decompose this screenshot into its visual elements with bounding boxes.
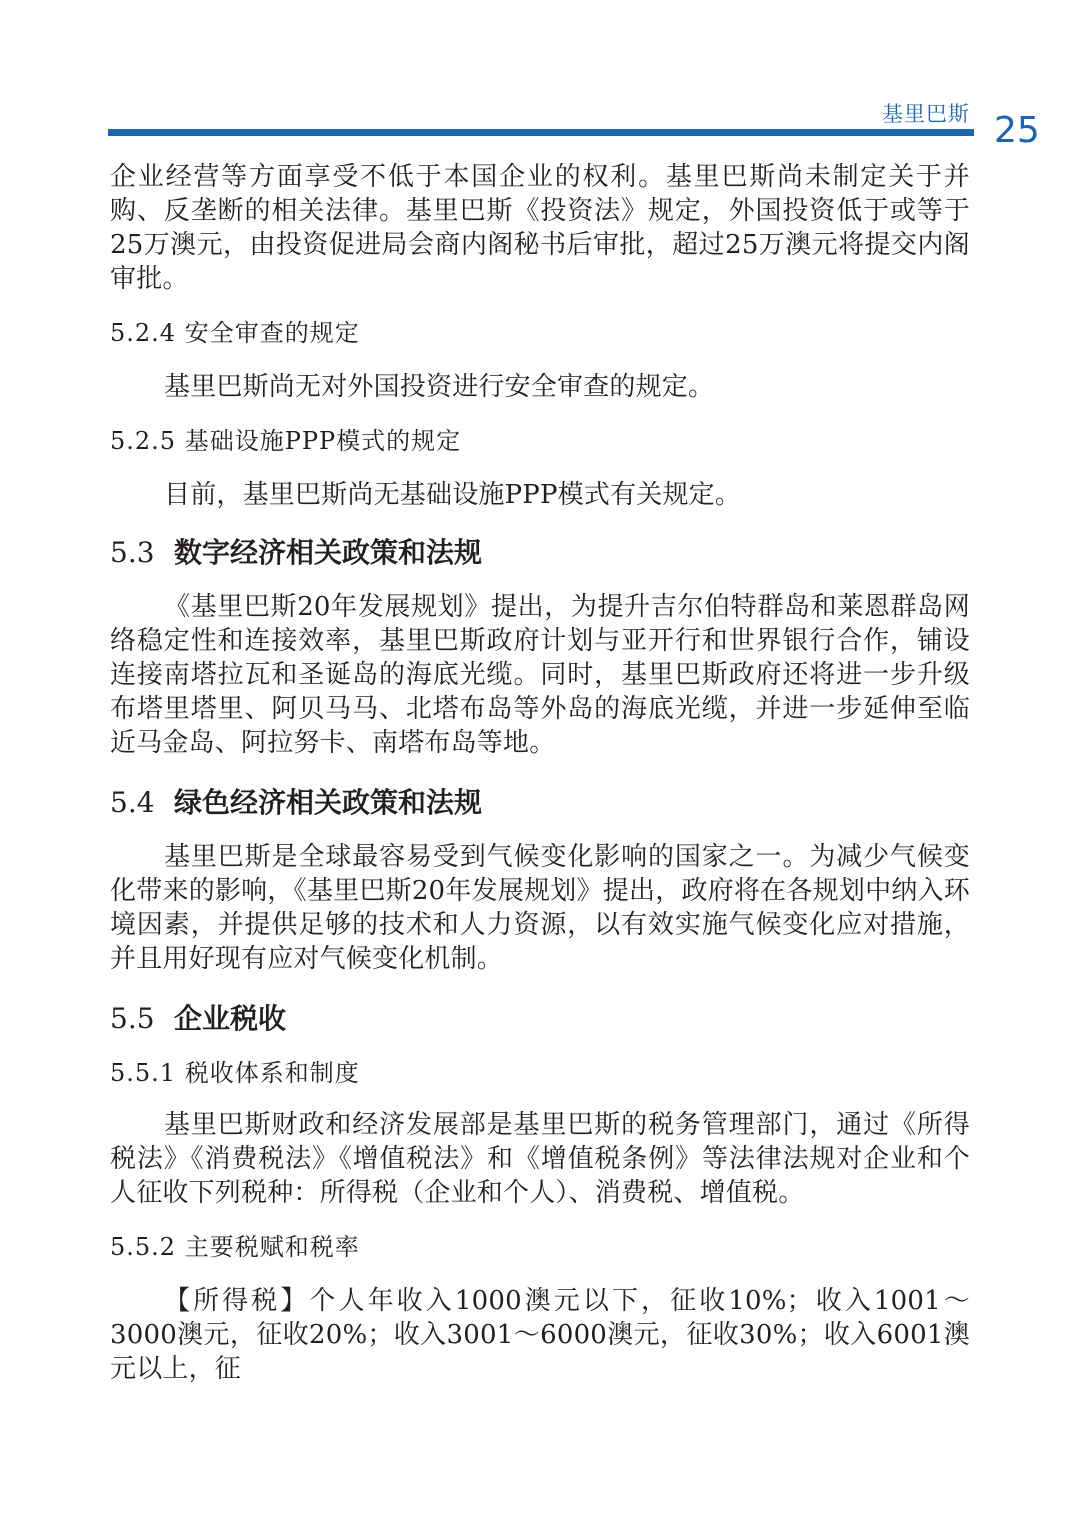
- paragraph-security-review: 基里巴斯尚无对外国投资进行安全审查的规定。: [164, 372, 715, 402]
- header-rule: [108, 129, 974, 136]
- running-header: [108, 96, 974, 140]
- paragraph-green-economy: 基里巴斯是全球最容易受到气候变化影响的国家之一。为减少气候变化带来的影响，《基里巴斯20年发展规划》提出，政府将在各规划中纳入环境因素，并提供足够的技术和人力资源，以有效实施气候变化应对措施，并且用好现有应对气候变化机制。: [110, 842, 970, 974]
- heading-5-5: [110, 1000, 970, 1038]
- paragraph-income-tax: 【所得税】个人年收入1000澳元以下，征收10%；收入1001～3000澳元，征收20%；收入3001～6000澳元，征收30%；收入6001澳元以上，征: [110, 1286, 970, 1384]
- heading-5-3-title: 数字经济相关政策和法规: [174, 536, 483, 569]
- page-number: 25: [994, 110, 1040, 151]
- heading-5-4: [110, 784, 970, 822]
- heading-5-4-title: 绿色经济相关政策和法规: [174, 786, 483, 819]
- paragraph-ppp: 目前，基里巴斯尚无基础设施PPP模式有关规定。: [164, 480, 742, 510]
- heading-5-5-2: 5.5.2 主要税赋和税率: [110, 1233, 360, 1261]
- paragraph-digital-economy: 《基里巴斯20年发展规划》提出，为提升吉尔伯特群岛和莱恩群岛网络稳定性和连接效率，基里巴斯政府计划与亚开行和世界银行合作，铺设连接南塔拉瓦和圣诞岛的海底光缆。同时，基里巴斯政府还将进一步升级布塔里塔里、阿贝马马、北塔布岛等外岛的海底光缆，并进一步延伸至临近马金岛、阿拉努卡、南塔布岛等地。: [110, 592, 970, 758]
- heading-5-5-1: 5.5.1 税收体系和制度: [110, 1059, 360, 1087]
- heading-5-3-number: 5.3: [110, 536, 155, 569]
- paragraph-continuation: 企业经营等方面享受不低于本国企业的权利。基里巴斯尚未制定关于并购、反垄断的相关法律。基里巴斯《投资法》规定，外国投资低于或等于25万澳元，由投资促进局会商内阁秘书后审批，超过25万澳元将提交内阁审批。: [110, 162, 970, 294]
- heading-5-3: [110, 534, 970, 572]
- heading-5-2-4: 5.2.4 安全审查的规定: [110, 319, 360, 347]
- running-header-title: 基里巴斯: [882, 102, 970, 126]
- heading-5-5-number: 5.5: [110, 1002, 155, 1035]
- page-body: [110, 160, 970, 1386]
- heading-5-5-title: 企业税收: [174, 1002, 287, 1035]
- paragraph-tax-system: 基里巴斯财政和经济发展部是基里巴斯的税务管理部门，通过《所得税法》《消费税法》《增值税法》和《增值税条例》等法律法规对企业和个人征收下列税种：所得税（企业和个人）、消费税、增值税。: [110, 1110, 970, 1208]
- heading-5-4-number: 5.4: [110, 786, 155, 819]
- heading-5-2-5: 5.2.5 基础设施PPP模式的规定: [110, 427, 462, 455]
